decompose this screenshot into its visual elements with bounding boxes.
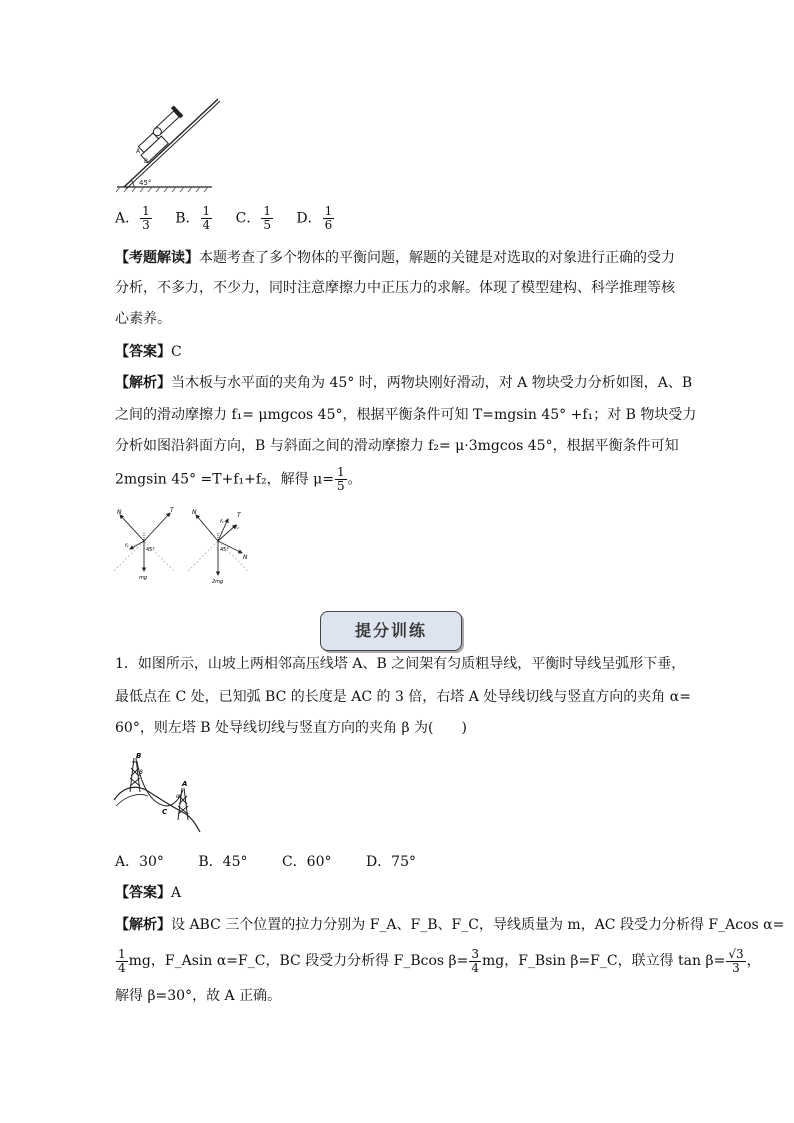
fig2-left-angle: 45° [146,547,155,553]
tower-figure [112,748,204,836]
fig2-right-mg: 2mg [212,579,224,585]
solution-2-line-2: $\frac{1}{4}$ mg，F_Asin α=F_C，BC 段受力分析得 F_Bcos β= $\frac{3}{4}$ mg，F_Bsin β=F_C，联立得 tan β= $\frac{√3}{3}$ ， [118,946,761,975]
solution-2-line-3: 解得 β=30°，故 A 正确。 [115,988,282,1004]
fig3-label-b: B [136,752,142,760]
q1-line-3: 60°，则左塔 B 处导线切线与竖直方向的夹角 β 为( ) [115,720,467,736]
fig1-label-b: B [144,158,149,165]
solution-1-line-3: 分析如图沿斜面方向，B 与斜面之间的滑动摩擦力 f₂= μ·3mgcos 45°，根据平衡条件可知 [115,438,679,454]
solution-1-line-2: 之间的滑动摩擦力 f₁= μmgcos 45°，根据平衡条件可知 T=mgsin 45° +f₁；对 B 物块受力 [115,407,697,423]
q1-line-1: 1．如图所示，山坡上两相邻高压线塔 A、B 之间架有匀质粗导线，平衡时导线呈弧形下垂， [115,656,686,672]
force-diagrams [112,503,252,585]
fig2-right-f1: f₁ [220,519,224,525]
fig3-label-a: A [182,780,188,788]
analysis-line-3: 心素养。 [115,311,171,327]
option-a: A． $\frac{1}{3}$ [115,204,150,232]
option-b: B． $\frac{1}{4}$ [175,204,211,232]
fig2-left-f: f₁ [125,543,129,549]
section-banner: 提分训练 [320,611,462,651]
solution-1-line-4: 2mgsin 45° =T+f₁+f₂，解得 μ= $\frac{1}{5}$ 。 [115,465,362,493]
fig1-label-a: A [136,148,141,155]
fig2-left-t: T [170,507,174,514]
q1-option-c: C．60° [281,854,332,870]
fig2-right-t: T [237,512,241,519]
q1-options [115,852,685,872]
fig3-label-alpha: α [176,793,180,800]
fig3-label-c: C [162,808,168,816]
fig2-right-angle: 45° [220,547,229,553]
option-c: C． $\frac{1}{5}$ [235,204,271,232]
solution-1-line-1: 【解析】当木板与水平面的夹角为 45° 时，两物块刚好滑动，对 A 物块受力分析如图，A、B [115,375,693,391]
fig2-right-n: N [192,509,197,516]
fig2-left-mg: mg [139,575,148,581]
answer-2: 【答案】A [115,885,182,901]
fig2-right-n2: N [243,554,248,561]
fig1-angle-label: 45° [139,179,152,187]
q1-option-b: B．45° [198,854,248,870]
option-d: D． $\frac{1}{6}$ [296,204,333,232]
analysis-line-2: 分析，不多力，不少力，同时注意摩擦力中正压力的求解。体现了模型建构、科学推理等核 [115,280,675,296]
solution-2-line-1: 【解析】设 ABC 三个位置的拉力分别为 F_A、F_B、F_C，导线质量为 m，AC 段受力分析得 F_Acos α= [115,917,785,933]
fig2-right-f2: f₂ [235,525,239,531]
answer-1: 【答案】C [115,344,182,360]
q1-line-2: 最低点在 C 处，已知弧 BC 的长度是 AC 的 3 倍，右塔 A 处导线切线与竖直方向的夹角 α= [115,689,691,705]
incline-figure [112,95,232,195]
q1-option-a: A．30° [115,854,164,870]
fig3-label-beta: β [139,769,143,776]
analysis-line-1: 【考题解读】本题考查了多个物体的平衡问题，解题的关键是对选取的对象进行正确的受力 [115,250,675,266]
question-options [115,205,685,232]
fig2-left-n: N [117,509,122,516]
q1-option-d: D．75° [365,854,416,870]
